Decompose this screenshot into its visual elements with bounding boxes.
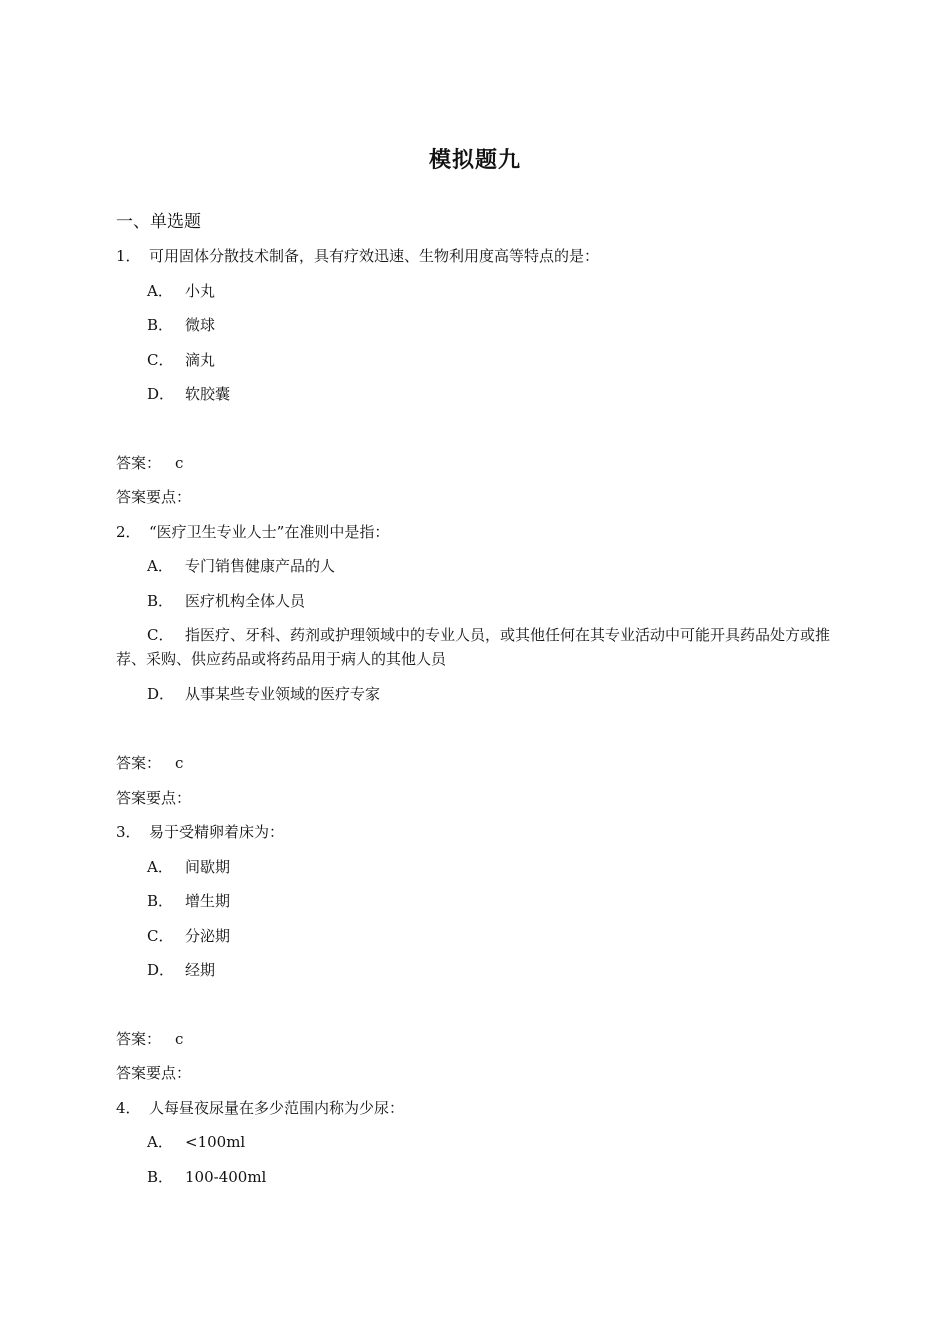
option-letter: C． [147,927,174,945]
question-3-keypoints [116,1061,191,1085]
option-text: 指医疗、牙科、药剂或护理领域中的专业人员，或其他任何在其专业活动中可能开具药品处方或推荐、采购、供应药品或将药品用于病人的其他人员 [116,626,831,668]
question-2-option-c [116,623,844,671]
question-text: 易于受精卵着床为： [149,823,285,841]
question-2-option-b [147,589,305,613]
question-number: 4． [116,1099,141,1117]
option-text: 微球 [185,316,216,334]
question-text: 人每昼夜尿量在多少范围内称为少尿： [149,1099,405,1117]
question-2-option-a [147,554,335,578]
option-letter: D． [147,685,175,703]
keypoints-label: 答案要点： [116,488,192,506]
question-2 [116,520,389,544]
question-1-option-a [147,279,215,303]
option-letter: D． [147,385,175,403]
option-letter: B． [147,592,174,610]
option-text: 医疗机构全体人员 [185,592,306,610]
option-text: 分泌期 [185,927,231,945]
option-letter: C． [147,626,174,644]
option-text: 间歇期 [185,858,231,876]
question-number: 2． [116,523,141,541]
answer-label: 答案： [116,754,162,772]
question-3-option-d [147,958,215,982]
question-1 [116,244,599,268]
option-text: 小丸 [185,282,216,300]
option-letter: B． [147,892,174,910]
question-1-answer [116,451,183,475]
question-2-option-d [147,682,380,706]
keypoints-label: 答案要点： [116,789,192,807]
page-title: 模拟题九 [428,148,521,173]
option-text: 软胶囊 [185,385,231,403]
option-letter: B． [147,1168,174,1186]
answer-value: c [175,754,184,772]
section-heading: 一、单选题 [116,212,201,232]
question-4 [116,1096,404,1120]
question-1-option-d [147,382,230,406]
question-4-option-b [147,1165,266,1189]
option-letter: A． [147,1133,173,1151]
question-text: 可用固体分散技术制备，具有疗效迅速、生物利用度高等特点的是： [149,247,600,265]
option-letter: A． [147,557,173,575]
question-text: “医疗卫生专业人士”在准则中是指： [149,523,390,541]
option-text: 100-400ml [185,1168,267,1186]
question-1-keypoints [116,485,191,509]
option-letter: C． [147,351,174,369]
answer-label: 答案： [116,1030,162,1048]
question-2-answer [116,751,183,775]
option-text: 经期 [185,961,216,979]
option-text: 专门销售健康产品的人 [185,557,336,575]
option-letter: A． [147,282,173,300]
question-3-option-c [147,924,230,948]
question-4-option-a [147,1130,245,1154]
question-3-option-a [147,855,230,879]
question-2-keypoints [116,786,191,810]
option-text: <100ml [185,1133,246,1151]
question-1-option-b [147,313,215,337]
answer-label: 答案： [116,454,162,472]
answer-value: c [175,1030,184,1048]
question-number: 1． [116,247,141,265]
question-3 [116,820,284,844]
option-text: 从事某些专业领域的医疗专家 [185,685,381,703]
question-number: 3． [116,823,141,841]
option-letter: D． [147,961,175,979]
question-1-option-c [147,348,215,372]
option-text: 滴丸 [185,351,216,369]
option-letter: A． [147,858,173,876]
answer-value: c [175,454,184,472]
option-text: 增生期 [185,892,231,910]
option-letter: B． [147,316,174,334]
question-3-option-b [147,889,230,913]
question-3-answer [116,1027,183,1051]
keypoints-label: 答案要点： [116,1064,192,1082]
